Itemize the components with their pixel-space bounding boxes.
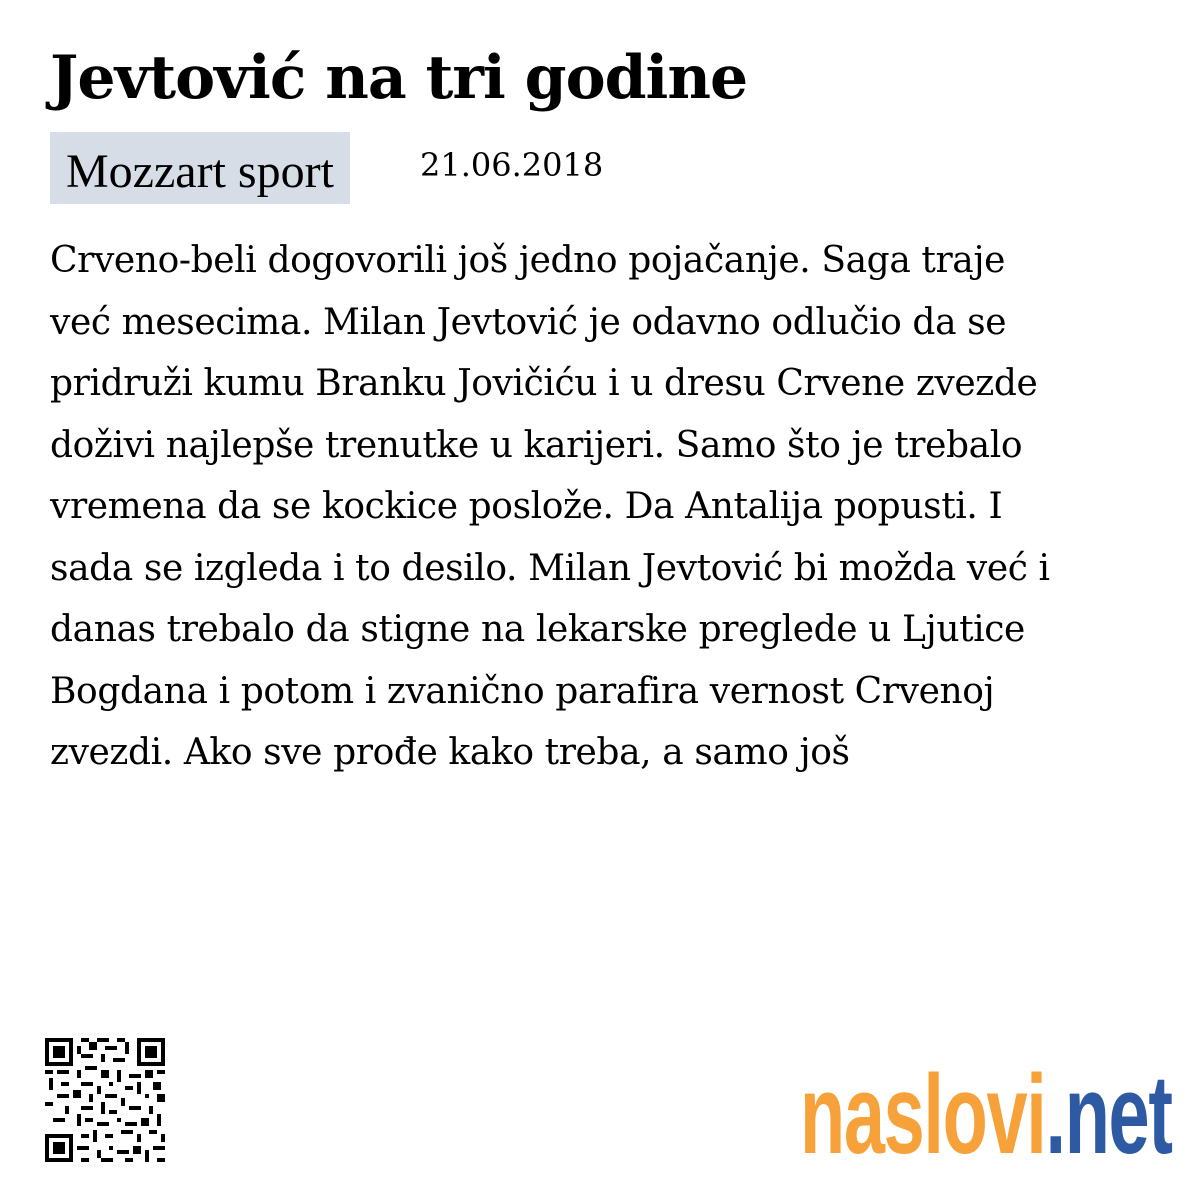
body-line: Crveno-beli dogovorili još jedno pojačanje. Saga traje	[50, 240, 1006, 281]
body-line: danas trebalo da stigne na lekarske preglede u Ljutice	[50, 609, 1025, 650]
logo-text-naslovi: naslovi	[800, 1052, 1046, 1177]
body-line: već mesecima. Milan Jevtović je odavno odlučio da se	[50, 301, 1007, 343]
publish-date: 21.06.2018	[420, 146, 604, 184]
body-line: zvezdi. Ako sve prođe kako treba, a samo još	[50, 732, 850, 773]
body-line: sada se izgleda i to desilo. Milan Jevtović bi možda već i	[50, 547, 1050, 589]
article-title: Jevtović na tri godine	[50, 43, 748, 113]
qr-code-icon[interactable]	[45, 1038, 165, 1162]
body-line: doživi najlepše trenutke u karijeri. Samo što je trebalo	[50, 424, 1023, 466]
source-badge[interactable]: Mozzart sport	[50, 132, 350, 204]
body-line: vremena da se kockice poslože. Da Antalija popusti. I	[50, 486, 1003, 527]
body-line: Bogdana i potom i zvanično parafira vernost Crvenoj	[50, 670, 995, 712]
article-body	[50, 230, 1160, 784]
naslovi-logo[interactable]	[800, 1052, 1172, 1177]
logo-text-net: .net	[1045, 1052, 1172, 1177]
body-line: pridruži kumu Branku Jovičiću i u dresu Crvene zvezde	[50, 363, 1038, 404]
